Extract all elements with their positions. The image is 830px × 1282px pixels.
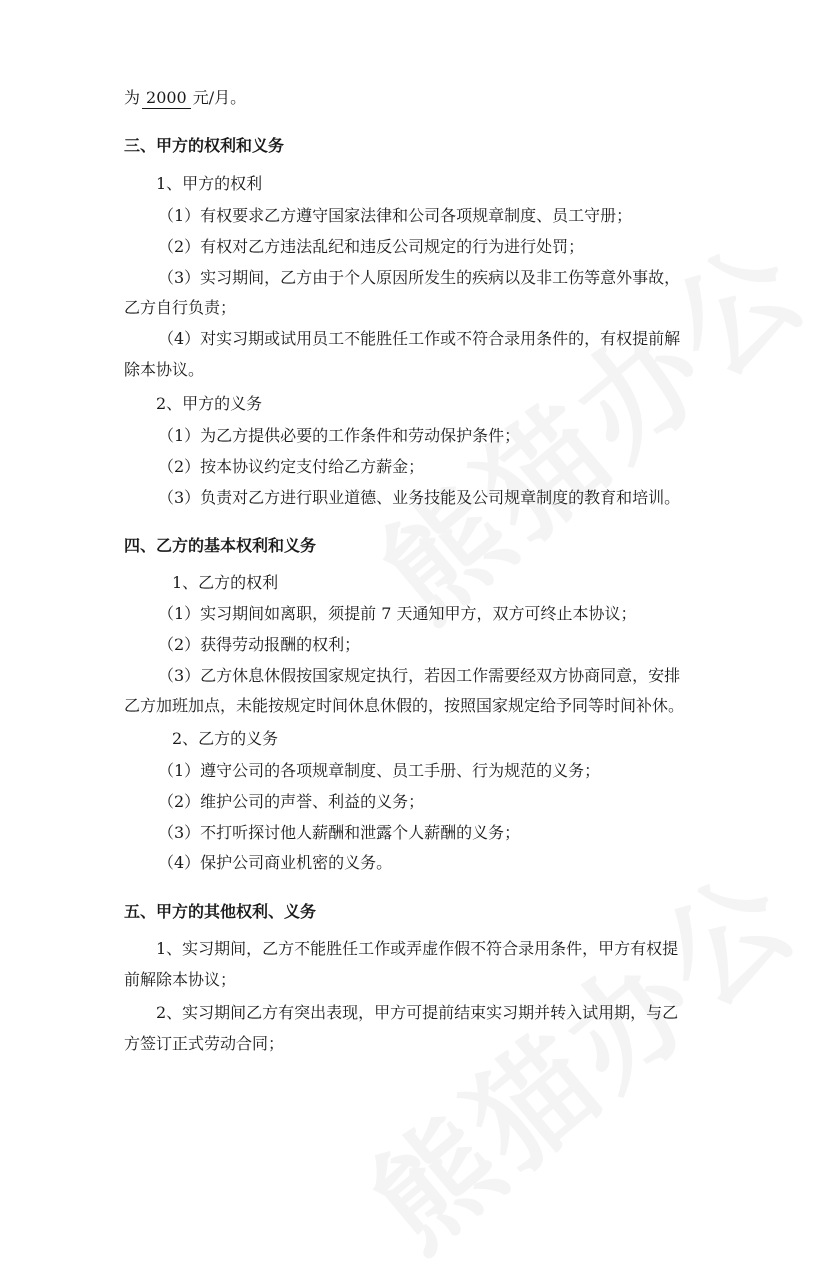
watermark	[340, 196, 830, 652]
section-4-duties-item: （3）不打听探讨他人薪酬和泄露个人薪酬的义务；	[158, 823, 521, 842]
section-4-duties-item: （4）保护公司商业机密的义务。	[158, 853, 393, 872]
section-3-rights-item: （2）有权对乙方违法乱纪和违反公司规定的行为进行处罚；	[158, 237, 585, 256]
section-3-rights-item: （1）有权要求乙方遵守国家法律和公司各项规章制度、员工守册；	[158, 206, 633, 225]
section-4-rights-title: 1、乙方的权利	[172, 573, 279, 592]
section-3-duties-item: （1）为乙方提供必要的工作条件和劳动保护条件；	[158, 426, 521, 445]
section-3-duties-item: （3）负责对乙方进行职业道德、业务技能及公司规章制度的教育和培训。	[158, 488, 681, 507]
section-4-title: 四、乙方的基本权利和义务	[124, 536, 317, 555]
section-4-rights-item: （3）乙方休息休假按国家规定执行，若因工作需要经双方协商同意，安排	[158, 666, 681, 685]
salary-suffix: 元/月。	[192, 88, 247, 107]
section-5-item-cont: 方签订正式劳动合同；	[124, 1034, 285, 1053]
salary-amount: 2000	[142, 88, 191, 109]
section-3-title: 三、甲方的权利和义务	[124, 136, 285, 155]
section-4-rights-item: （1）实习期间如离职，须提前 7 天通知甲方，双方可终止本协议；	[158, 604, 637, 623]
salary-line	[124, 88, 246, 109]
section-4-duties-item: （2）维护公司的声誉、利益的义务；	[158, 792, 425, 811]
section-5-item: 1、实习期间，乙方不能胜任工作或弄虚作假不符合录用条件，甲方有权提	[156, 939, 679, 958]
section-3-duties-item: （2）按本协议约定支付给乙方薪金；	[158, 457, 425, 476]
section-5-item: 2、实习期间乙方有突出表现，甲方可提前结束实习期并转入试用期，与乙	[156, 1003, 679, 1022]
section-3-rights-item: （3）实习期间，乙方由于个人原因所发生的疾病以及非工伤等意外事故，	[158, 268, 681, 287]
section-3-duties-title: 2、甲方的义务	[156, 394, 263, 413]
section-3-rights-title: 1、甲方的权利	[156, 174, 263, 193]
section-4-duties-title: 2、乙方的义务	[172, 729, 279, 748]
section-3-rights-item-cont: 除本协议。	[124, 360, 205, 379]
section-4-rights-item: （2）获得劳动报酬的权利；	[158, 635, 361, 654]
section-4-duties-item: （1）遵守公司的各项规章制度、员工手册、行为规范的义务；	[158, 761, 601, 780]
salary-prefix: 为	[124, 88, 141, 107]
section-5-item-cont: 前解除本协议；	[124, 970, 237, 989]
section-4-rights-item-cont: 乙方加班加点，未能按规定时间休息休假的，按照国家规定给予同等时间补休。	[124, 696, 685, 715]
section-3-rights-item: （4）对实习期或试用员工不能胜任工作或不符合录用条件的，有权提前解	[158, 329, 681, 348]
watermark-bottom	[330, 826, 827, 1282]
section-5-title: 五、甲方的其他权利、义务	[124, 902, 317, 921]
section-3-rights-item-cont: 乙方自行负责；	[124, 298, 237, 317]
